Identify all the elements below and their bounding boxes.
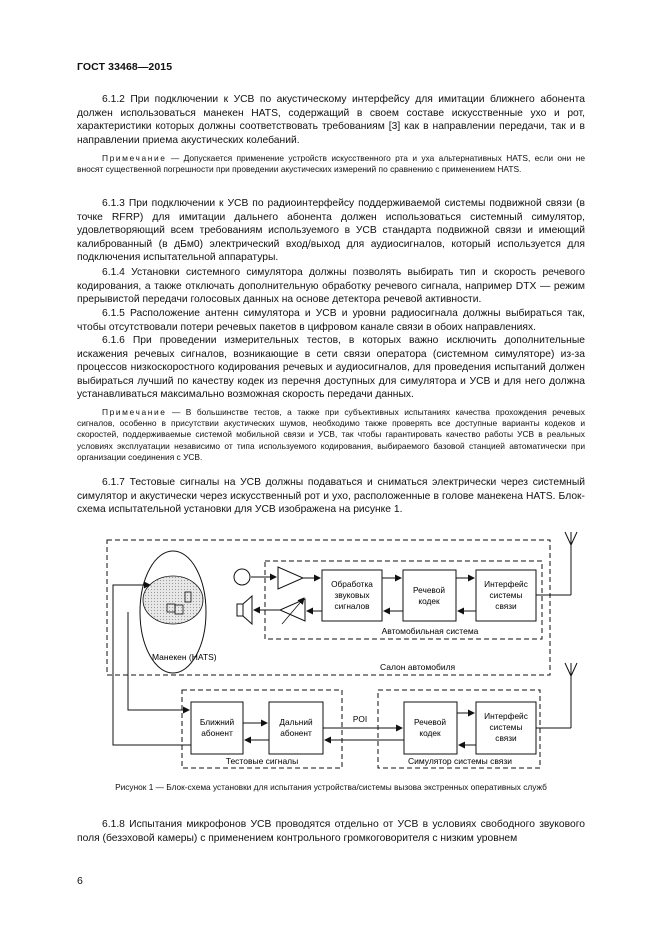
paragraph-6-1-8: 6.1.8 Испытания микрофонов УСВ проводятся отдельно от УСВ в условиях свободного звукового поля (безэховой камеры) с применением контрольного громкоговорителя с низким уровнем	[77, 819, 585, 844]
paragraph-6-1-3: 6.1.3 При подключении к УСВ по радиоинтерфейсу поддерживаемой системы подвижной связи (в точке RFRP) для имитации дальнего абонента должен использоваться системный симулятор, удовлетворяющий всем требованиям используемого в УСВ стандарта подвижной связи и имеющий калиброванный (в дБм0) электрический вход/выход для аудиосигналов, который используется для подключения испытательной аппаратуры.	[77, 198, 585, 264]
page-number: 6	[77, 875, 83, 887]
car-speech-codec-line-1: Речевой	[412, 585, 446, 595]
poi-label: POI	[352, 714, 368, 724]
paragraph-6-1-4: 6.1.4 Установки системного симулятора должны позволять выбирать тип и скорость речевого кодирования, а также отключать дополнительную обработку речевого сигнала, например DTX — режим прерывистой передачи голосовых данных на основе детектора речевой активности.	[77, 267, 585, 306]
simulator-label: Симулятор системы связи	[407, 756, 513, 766]
car-system-interface-line-3: связи	[495, 601, 517, 611]
note-1-text: — Допускается применение устройств искусственного рта и уха альтернативных HATS, если они не вносят существенной погрешности при проведении акустических измерений по сравнению с применением HATS.	[77, 153, 585, 175]
test-signals-label: Тестовые сигналы	[225, 756, 299, 766]
car-system-interface-line-2: системы	[489, 590, 523, 600]
figure-caption: Рисунок 1 — Блок-схема установки для испытания устройства/системы вызова экстренных оперативных служб	[115, 782, 547, 792]
audio-processing-line-3: сигналов	[334, 601, 370, 611]
mic-amplifier-icon	[278, 567, 303, 589]
microphone-icon	[234, 569, 250, 585]
sim-system-interface-line-1: Интерфейс	[484, 711, 528, 721]
car-antenna-icon	[536, 532, 577, 595]
car-system-interface-line-1: Интерфейс	[484, 579, 528, 589]
paragraph-6-1-5: 6.1.5 Расположение антенн симулятора и УСВ и уровни радиосигнала должны выбираться так, чтобы отсутствовали потери речевых пакетов в цифровом канале связи в обоих направлениях.	[77, 308, 585, 333]
note-1-prefix: Примечание	[102, 153, 167, 163]
speaker-icon	[237, 596, 252, 624]
audio-processing-line-2: звуковых	[334, 590, 370, 600]
far-subscriber-line-1: Дальний	[279, 717, 313, 727]
audio-processing-line-1: Обработка	[331, 579, 373, 589]
paragraph-6-1-7: 6.1.7 Тестовые сигналы на УСВ должны подаваться и сниматься электрически через системный симулятор и акустически через искусственный рот и ухо, расположенные в голове манекена HATS. Блок-схема испытательной установки для УСВ изображена на рисунке 1.	[77, 477, 585, 516]
car-system-label: Автомобильная система	[381, 626, 479, 636]
near-subscriber-line-2: абонент	[201, 728, 233, 738]
dummy-label: Манекен (HATS)	[152, 652, 217, 662]
cabin-label: Салон автомобиля	[380, 662, 456, 672]
paragraph-6-1-6: 6.1.6 При проведении измерительных тестов, в которых важно исключить дополнительные искажения речевых сигналов, возникающие в сети связи оператора (системном симуляторе) из-за процессов низкоскоростного кодирования речевых и аудиосигналов, для проведения испытаний должен выбираться лучший по качеству кодек из перечня доступных для симулятора и УСВ и для него должна устанавливаться максимально возможная скорость передачи данных.	[77, 335, 585, 401]
far-subscriber-line-2: абонент	[280, 728, 312, 738]
sim-speech-codec-line-2: кодек	[419, 728, 441, 738]
simulator-antenna-icon	[536, 663, 577, 728]
note-2-text: — В большинстве тестов, а также при субъективных испытаниях качества прохождения речевых сигналов, особенно в присутствии акустических шумов, необходимо также проверять все доступные варианты кодеков и скоростей, поддерживаемые системой мобильной связи и УСВ, так чтобы гарантировать качество работы УСВ в реальных условиях эксплуатации независимо от типа используемого кодирования, выбираемого базовой станцией автоматически при организации соединения с УСВ.	[77, 407, 585, 462]
document-header: ГОСТ 33468—2015	[77, 61, 173, 73]
sim-system-interface-line-2: системы	[489, 722, 523, 732]
paragraph-6-1-2: 6.1.2 При подключении к УСВ по акустическому интерфейсу для имитации ближнего абонента должен использоваться манекен HATS, содержащий в своем составе искусственные ухо и рот, характеристики которых должны соответствовать требованиям [3] как в направлении передачи, так и в направлении приема акустических колебаний.	[77, 94, 585, 146]
speaker-amplifier-icon	[280, 598, 305, 624]
note-2-prefix: Примечание	[102, 407, 167, 417]
sim-speech-codec-line-1: Речевой	[413, 717, 447, 727]
near-subscriber-line-1: Ближний	[199, 717, 235, 727]
car-speech-codec-line-2: кодек	[418, 596, 440, 606]
sim-system-interface-line-3: связи	[495, 733, 517, 743]
